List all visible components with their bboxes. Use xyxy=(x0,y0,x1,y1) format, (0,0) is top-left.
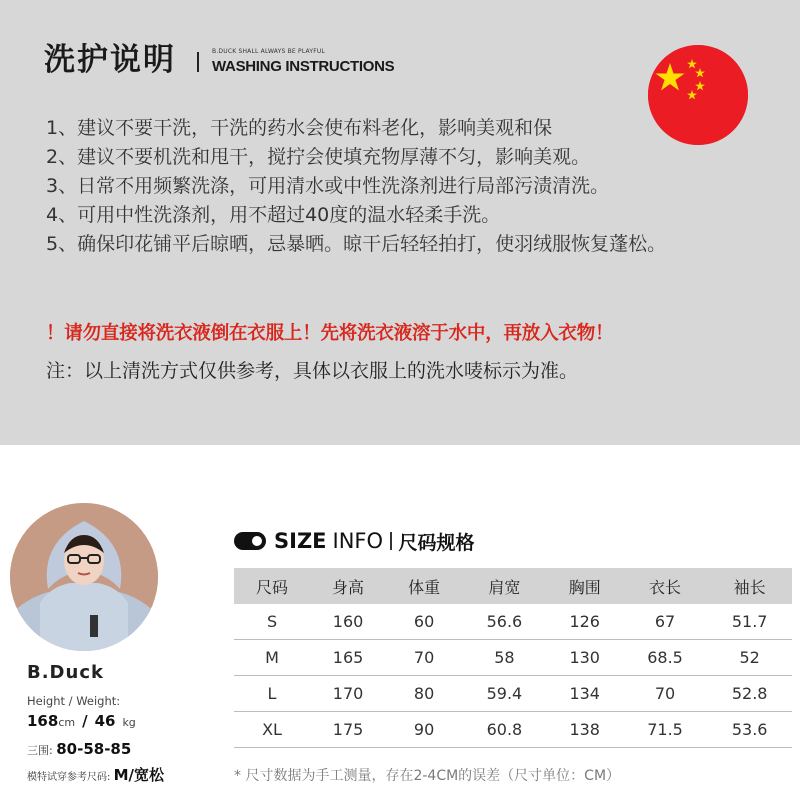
brand-name: B.Duck xyxy=(27,662,104,683)
table-cell: 59.4 xyxy=(462,676,547,712)
table-cell: 165 xyxy=(310,640,386,676)
model-height: 168 xyxy=(27,712,59,730)
model-avatar xyxy=(10,503,158,651)
toggle-pill-icon xyxy=(234,532,266,550)
header-divider xyxy=(390,532,392,550)
washing-subtitle: WASHING INSTRUCTIONS xyxy=(212,58,395,75)
size-note: * 尺寸数据为手工测量，存在2-4CM的误差（尺寸单位：CM） xyxy=(234,768,621,784)
size-table-header xyxy=(234,568,792,604)
table-cell: 53.6 xyxy=(707,712,792,748)
table-cell: 80 xyxy=(386,676,462,712)
instruction-item: 2、建议不要机洗和甩干，搅拧会使填充物厚薄不匀，影响美观。 xyxy=(46,146,591,168)
washing-title: 洗护说明 xyxy=(44,42,176,78)
table-cell: 170 xyxy=(310,676,386,712)
column-header: 胸围 xyxy=(547,568,623,604)
table-row xyxy=(234,640,792,676)
washing-warning: ！请勿直接将洗衣液倒在衣服上！先将洗衣液溶于水中，再放入衣物！ xyxy=(46,323,614,344)
size-title-bold: SIZE xyxy=(274,529,327,553)
table-cell: 52.8 xyxy=(707,676,792,712)
instruction-item: 5、确保印花铺平后晾晒，忌暴晒。晾干后轻轻拍打，使羽绒服恢复蓬松。 xyxy=(46,233,667,255)
instruction-item: 4、可用中性洗涤剂，用不超过40度的温水轻柔手洗。 xyxy=(46,204,501,226)
column-header: 衣长 xyxy=(623,568,708,604)
table-cell: M xyxy=(234,640,310,676)
table-cell: 58 xyxy=(462,640,547,676)
measurements-label: 三围: xyxy=(27,744,53,757)
instruction-item: 3、日常不用频繁洗涤，可用清水或中性洗涤剂进行局部污渍清洗。 xyxy=(46,175,610,197)
table-cell: 130 xyxy=(547,640,623,676)
table-cell: 126 xyxy=(547,604,623,640)
height-weight-label: Height / Weight: xyxy=(27,694,121,708)
table-cell: 90 xyxy=(386,712,462,748)
fit-label: 模特试穿参考尺码: xyxy=(27,772,111,783)
table-cell: S xyxy=(234,604,310,640)
table-row xyxy=(234,676,792,712)
title-divider xyxy=(197,52,199,72)
table-cell: 51.7 xyxy=(707,604,792,640)
size-title-cn: 尺码规格 xyxy=(398,531,475,554)
table-cell: 60.8 xyxy=(462,712,547,748)
column-header: 体重 xyxy=(386,568,462,604)
table-cell: XL xyxy=(234,712,310,748)
table-cell: L xyxy=(234,676,310,712)
table-cell: 70 xyxy=(623,676,708,712)
table-cell: 138 xyxy=(547,712,623,748)
table-row xyxy=(234,712,792,748)
model-fit xyxy=(27,764,164,785)
table-cell: 56.6 xyxy=(462,604,547,640)
size-title: INFO xyxy=(332,529,384,553)
table-cell: 68.5 xyxy=(623,640,708,676)
table-cell: 175 xyxy=(310,712,386,748)
table-cell: 60 xyxy=(386,604,462,640)
size-table xyxy=(234,568,792,748)
measurements-value: 80-58-85 xyxy=(56,740,132,758)
hw-separator: / xyxy=(82,712,88,730)
weight-unit: kg xyxy=(122,716,136,729)
column-header: 身高 xyxy=(310,568,386,604)
table-cell: 52 xyxy=(707,640,792,676)
column-header: 尺码 xyxy=(234,568,310,604)
fit-value: M/宽松 xyxy=(113,766,164,784)
model-measurements xyxy=(27,740,131,758)
washing-note: 注：以上清洗方式仅供参考，具体以衣服上的洗水唛标示为准。 xyxy=(46,360,579,382)
brand-tagline: B.DUCK SHALL ALWAYS BE PLAYFUL xyxy=(212,48,326,55)
size-info-header xyxy=(234,527,475,555)
column-header: 肩宽 xyxy=(462,568,547,604)
model-weight: 46 xyxy=(94,712,116,730)
table-cell: 71.5 xyxy=(623,712,708,748)
instruction-item: 1、建议不要干洗，干洗的药水会使布料老化，影响美观和保 xyxy=(46,117,553,139)
table-cell: 67 xyxy=(623,604,708,640)
table-cell: 134 xyxy=(547,676,623,712)
height-unit: cm xyxy=(58,716,76,729)
column-header: 袖长 xyxy=(707,568,792,604)
table-cell: 70 xyxy=(386,640,462,676)
height-weight-values xyxy=(27,712,136,730)
table-cell: 160 xyxy=(310,604,386,640)
table-row xyxy=(234,604,792,640)
washing-instructions-list xyxy=(46,114,800,259)
